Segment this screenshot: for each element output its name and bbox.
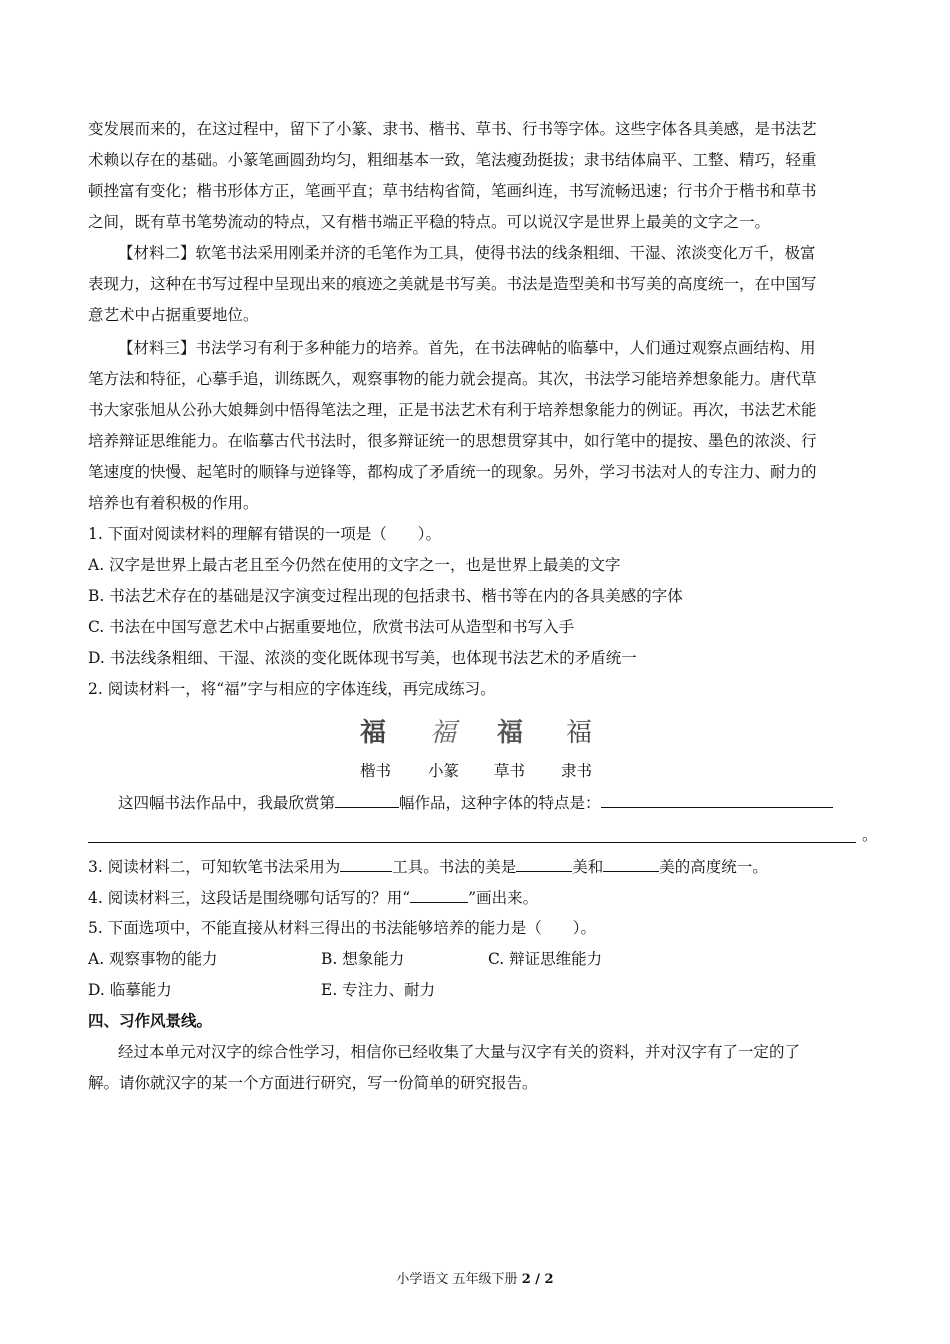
q4-text-a: 4. 阅读材料三，这段话是围绕哪句话写的？用“ [88, 889, 411, 907]
q5-option-d: D. 临摹能力 [88, 981, 172, 999]
section4-line-1: 经过本单元对汉字的综合性学习，相信你已经收集了大量与汉字有关的资料，并对汉字有了一定的了 [118, 1043, 801, 1061]
q5-option-a: A. 观察事物的能力 [88, 950, 218, 968]
material3-line-1: 【材料三】书法学习有利于多种能力的培养。首先，在书法碑帖的临摹中，人们通过观察点画结构、用 [118, 339, 816, 357]
q5-option-b: B. 想象能力 [321, 950, 405, 968]
q1-stem: 1. 下面对阅读材料的理解有错误的一项是（ ）。 [88, 525, 441, 543]
q1-option-c: C. 书法在中国写意艺术中占据重要地位，欣赏书法可从造型和书写入手 [88, 618, 575, 636]
q3-text-c: 美和 [572, 858, 604, 876]
fu-caoshu-image: 福 [430, 718, 457, 748]
q5-option-e: E. 专注力、耐力 [321, 981, 436, 999]
q3-text-b: 工具。书法的美是 [392, 858, 517, 876]
section4-heading: 四、习作风景线。 [88, 1011, 213, 1030]
material3-line-5: 笔速度的快慢、起笔时的顺锋与逆锋等，都构成了矛盾统一的现象。另外，学习书法对人的专注力、耐力的 [88, 463, 817, 481]
q2-fill-line [118, 791, 868, 814]
material2-line-2: 表现力，这种在书写过程中呈现出来的痕迹之美就是书写美。书法是造型美和书写美的高度统一，在中国写 [88, 275, 817, 293]
q5-stem: 5. 下面选项中，不能直接从材料三得出的书法能够培养的能力是（ ）。 [88, 919, 596, 937]
footer-text: 小学语文 五年级下册 [396, 1272, 522, 1287]
q4-line [88, 886, 868, 909]
page-footer [0, 1271, 950, 1289]
fu-lishu-image: 福 [566, 718, 593, 748]
q2-blank-number[interactable] [335, 791, 399, 808]
material2-line-3: 意艺术中占据重要地位。 [88, 306, 259, 324]
q2-stem: 2. 阅读材料一，将“福”字与相应的字体连线，再完成练习。 [88, 680, 496, 698]
q2-blank-feature-continued[interactable] [88, 842, 856, 843]
material2-line-1: 【材料二】软笔书法采用刚柔并济的毛笔作为工具，使得书法的线条粗细、干湿、浓淡变化万千，极富 [118, 244, 816, 262]
material1-line-4: 之间，既有草书笔势流动的特点，又有楷书端正平稳的特点。可以说汉字是世界上最美的文字之一。 [88, 213, 771, 231]
material3-line-4: 培养辩证思维能力。在临摹古代书法时，很多辩证统一的思想贯穿其中，如行笔中的提按、墨色的浓淡、行 [88, 432, 817, 450]
q5-option-c: C. 辩证思维能力 [488, 950, 603, 968]
fu-xiaozhuan-image: 福 [497, 718, 524, 748]
material1-line-3: 顿挫富有变化；楷书形体方正，笔画平直；草书结构省简，笔画纠连，书写流畅迅速；行书介于楷书和草书 [88, 182, 817, 200]
q1-option-b: B. 书法艺术存在的基础是汉字演变过程出现的包括隶书、楷书等在内的各具美感的字体 [88, 587, 683, 605]
q1-option-a: A. 汉字是世界上最古老且至今仍然在使用的文字之一，也是世界上最美的文字 [88, 556, 621, 574]
q3-text-d: 美的高度统一。 [659, 858, 768, 876]
material1-line-2: 术赖以存在的基础。小篆笔画圆劲均匀，粗细基本一致，笔法瘦劲挺拔；隶书结体扁平、工整、精巧，轻重 [88, 151, 817, 169]
q3-blank-beauty-2[interactable] [603, 855, 659, 872]
material3-line-2: 笔方法和特征，心摹手追，训练既久，观察事物的能力就会提高。其次，书法学习能培养想象能力。唐代草 [88, 370, 817, 388]
label-xiaozhuan: 小篆 [428, 762, 460, 780]
material3-line-6: 培养也有着积极的作用。 [88, 494, 259, 512]
section4-line-2: 解。请你就汉字的某一个方面进行研究，写一份简单的研究报告。 [88, 1074, 538, 1092]
label-lishu: 隶书 [561, 762, 593, 780]
q2-blank-feature[interactable] [601, 791, 833, 808]
q2-end-mark: 。 [862, 826, 878, 844]
q3-blank-beauty-1[interactable] [516, 855, 572, 872]
q3-blank-tool[interactable] [340, 855, 392, 872]
label-caoshu: 草书 [494, 762, 526, 780]
fu-kaishu-image: 福 [360, 718, 387, 748]
q1-option-d: D. 书法线条粗细、干湿、浓淡的变化既体现书写美，也体现书法艺术的矛盾统一 [88, 649, 637, 667]
material1-line-1: 变发展而来的，在这过程中，留下了小篆、隶书、楷书、草书、行书等字体。这些字体各具美感，是书法艺 [88, 120, 817, 138]
q3-text-a: 3. 阅读材料二，可知软笔书法采用为 [88, 858, 341, 876]
q4-text-b: ”画出来。 [468, 889, 539, 907]
q3-line [88, 855, 868, 878]
q2-fill-text-a: 这四幅书法作品中，我最欣赏第 [118, 794, 336, 812]
footer-page-number: 2 / 2 [521, 1272, 554, 1287]
fu-character-row [0, 715, 950, 755]
label-kaishu: 楷书 [360, 762, 392, 780]
material3-line-3: 书大家张旭从公孙大娘舞剑中悟得笔法之理，正是书法艺术有利于培养想象能力的例证。再次，书法艺术能 [88, 401, 817, 419]
q4-underline-mark [410, 886, 468, 903]
q2-fill-text-b: 幅作品，这种字体的特点是： [399, 794, 601, 812]
